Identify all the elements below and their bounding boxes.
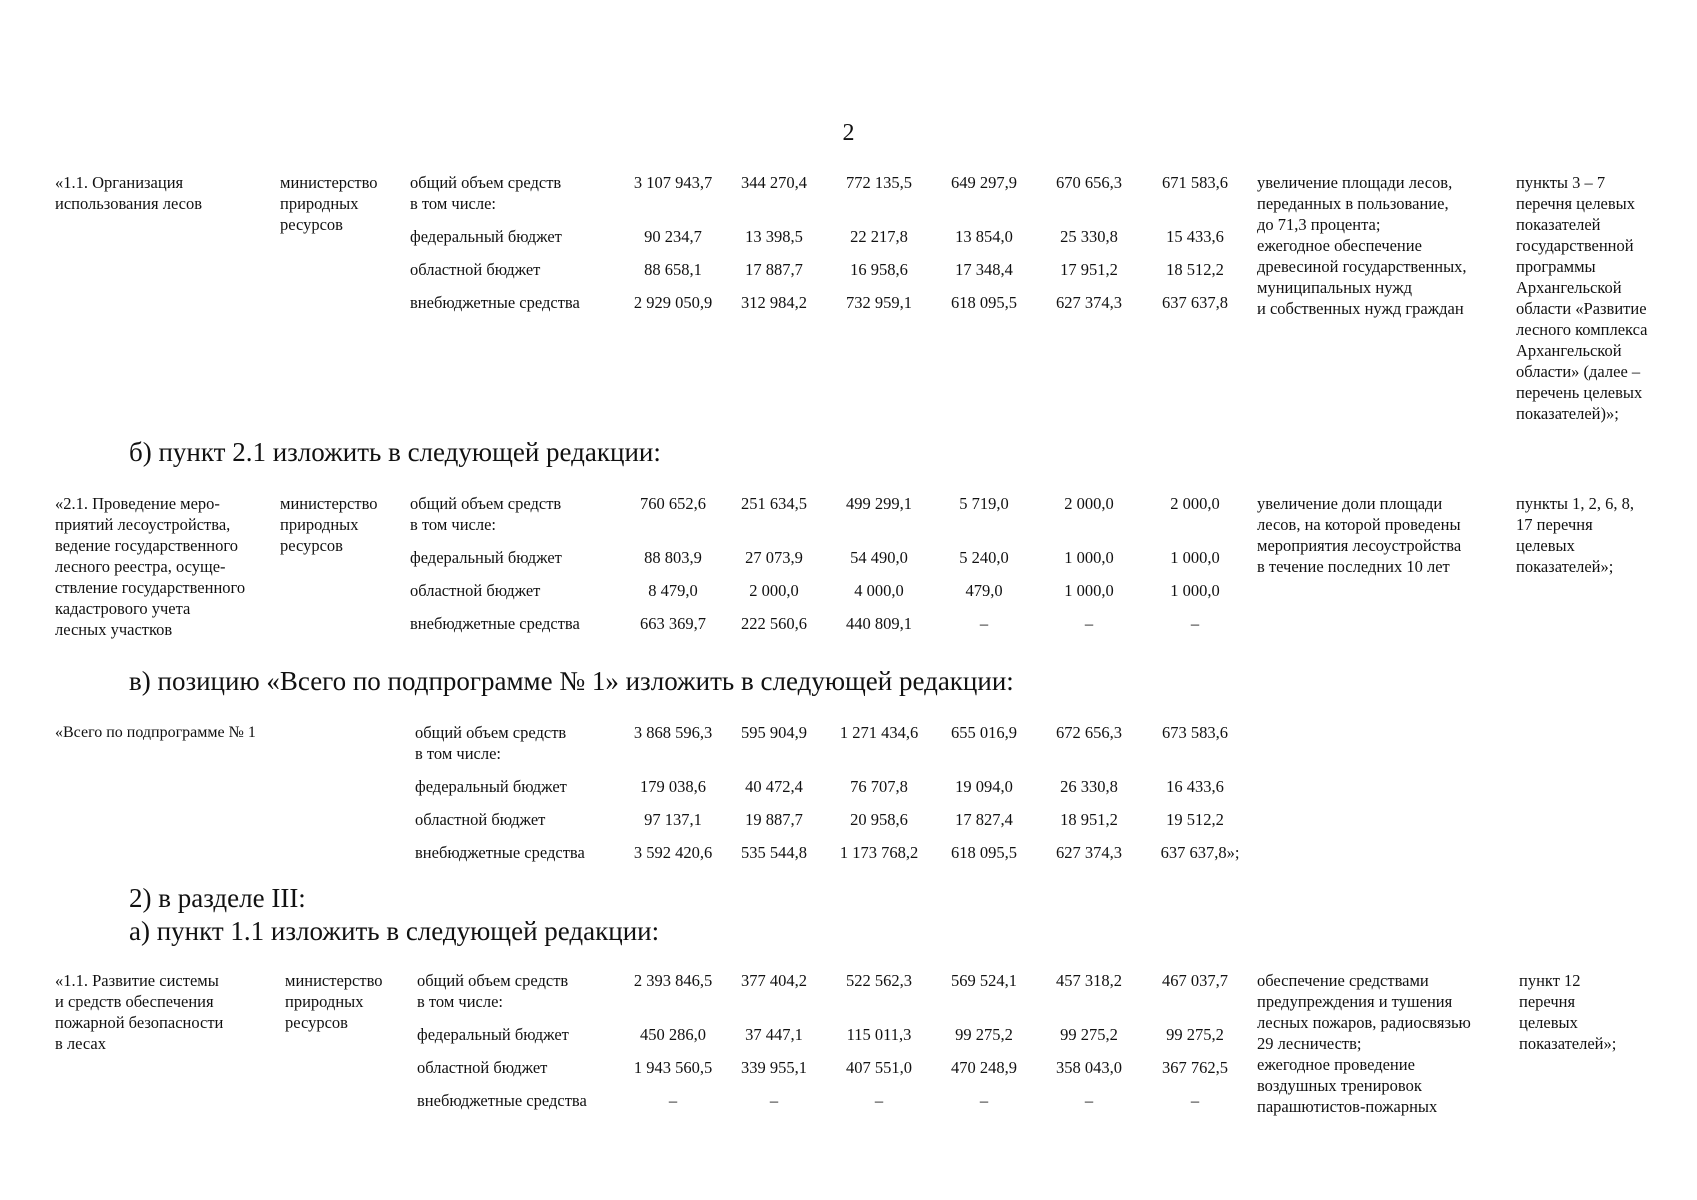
value: 99 275,2 <box>1166 1025 1224 1044</box>
value: 673 583,6 <box>1162 723 1228 742</box>
value: 16 958,6 <box>850 260 908 279</box>
value: 2 000,0 <box>1064 494 1114 513</box>
value: 90 234,7 <box>644 227 702 246</box>
row-label: федеральный бюджет <box>410 548 562 567</box>
row-label: общий объем средств в том числе: <box>417 971 569 1011</box>
expected-result: обеспечение средствами предупреждения и тушения лесных пожаров, радиосвязью 29 лесничеств; ежегодное проведение воздушных тренировок парашютистов-пожарных <box>1257 971 1471 1116</box>
value: 19 512,2 <box>1166 810 1224 829</box>
value: 3 107 943,7 <box>633 173 713 192</box>
executor: министерство природных ресурсов <box>285 971 383 1032</box>
value: 22 217,8 <box>850 227 908 246</box>
executor: министерство природных ресурсов <box>280 173 378 234</box>
value: 115 011,3 <box>846 1025 912 1044</box>
value: 99 275,2 <box>1060 1025 1118 1044</box>
value: 760 652,6 <box>640 494 706 513</box>
value: 367 762,5 <box>1162 1058 1228 1077</box>
value: 179 038,6 <box>640 777 706 796</box>
row-label: внебюджетные средства <box>417 1091 587 1110</box>
value: 772 135,5 <box>846 173 912 192</box>
value: 535 544,8 <box>741 843 807 862</box>
row-label: федеральный бюджет <box>410 227 562 246</box>
row-label: общий объем средств в том числе: <box>410 494 562 534</box>
value: 8 479,0 <box>648 581 698 600</box>
value: 344 270,4 <box>741 173 807 192</box>
value: 18 951,2 <box>1060 810 1118 829</box>
value: 13 398,5 <box>745 227 803 246</box>
value: 1 943 560,5 <box>633 1058 713 1077</box>
value: 25 330,8 <box>1060 227 1118 246</box>
heading-a: а) пункт 1.1 изложить в следующей редакции: <box>129 916 660 946</box>
executor: министерство природных ресурсов <box>280 494 378 555</box>
value: 649 297,9 <box>951 173 1017 192</box>
value: 499 299,1 <box>846 494 912 513</box>
value: 26 330,8 <box>1060 777 1118 796</box>
value: 15 433,6 <box>1166 227 1224 246</box>
value: 440 809,1 <box>846 614 912 633</box>
value: 222 560,6 <box>741 614 807 633</box>
value: 251 634,5 <box>741 494 807 513</box>
value: 672 656,3 <box>1056 723 1122 742</box>
heading-b: б) пункт 2.1 изложить в следующей редакции: <box>129 437 661 467</box>
value: 1 000,0 <box>1170 581 1220 600</box>
target-indicators: пункт 12 перечня целевых показателей»; <box>1519 971 1617 1053</box>
value: 2 393 846,5 <box>633 971 713 990</box>
value: 637 637,8 <box>1162 293 1228 312</box>
value: 663 369,7 <box>640 614 706 633</box>
value: 470 248,9 <box>951 1058 1017 1077</box>
value: 732 959,1 <box>846 293 912 312</box>
target-indicators: пункты 3 – 7 перечня целевых показателей государственной программы Архангельской области «Развитие лесного комплекса Архангельской области» (далее – перечень целевых показателей)»; <box>1516 173 1648 423</box>
value: 3 592 420,6 <box>633 843 713 862</box>
value: 17 951,2 <box>1060 260 1118 279</box>
value: – <box>979 614 989 633</box>
value: 88 658,1 <box>644 260 702 279</box>
target-indicators: пункты 1, 2, 6, 8, 17 перечня целевых показателей»; <box>1516 494 1635 576</box>
row-label: общий объем средств в том числе: <box>415 723 567 763</box>
row-label: областной бюджет <box>410 260 541 279</box>
value: 97 137,1 <box>644 810 702 829</box>
value: 17 348,4 <box>955 260 1013 279</box>
value: 5 719,0 <box>959 494 1009 513</box>
value: 17 827,4 <box>955 810 1013 829</box>
row-label: федеральный бюджет <box>415 777 567 796</box>
value: – <box>1190 1091 1200 1110</box>
row-label: федеральный бюджет <box>417 1025 569 1044</box>
value: – <box>1084 1091 1094 1110</box>
measure-name: «1.1. Развитие системы и средств обеспечения пожарной безопасности в лесах <box>55 971 224 1053</box>
row-label: внебюджетные средства <box>410 614 580 633</box>
value: 618 095,5 <box>951 843 1017 862</box>
value: 627 374,3 <box>1056 843 1122 862</box>
value: 17 887,7 <box>745 260 803 279</box>
value: 312 984,2 <box>741 293 807 312</box>
value: 479,0 <box>965 581 1003 600</box>
value: 88 803,9 <box>644 548 702 567</box>
row-label: областной бюджет <box>410 581 541 600</box>
value: 2 929 050,9 <box>633 293 713 312</box>
row-label: внебюджетные средства <box>415 843 585 862</box>
page-number: 2 <box>842 120 855 146</box>
value: 569 524,1 <box>951 971 1017 990</box>
value: 407 551,0 <box>846 1058 912 1077</box>
value: 1 173 768,2 <box>839 843 919 862</box>
value: 2 000,0 <box>1170 494 1220 513</box>
value: 595 904,9 <box>741 723 807 742</box>
value: 76 707,8 <box>850 777 908 796</box>
value: 670 656,3 <box>1056 173 1122 192</box>
value: 467 037,7 <box>1162 971 1228 990</box>
expected-result: увеличение доли площади лесов, на которой проведены мероприятия лесоустройства в течение последних 10 лет <box>1257 494 1462 576</box>
measure-name: «1.1. Организация использования лесов <box>55 173 203 213</box>
value: 5 240,0 <box>959 548 1009 567</box>
value: 4 000,0 <box>854 581 904 600</box>
row-label: областной бюджет <box>415 810 546 829</box>
value: – <box>1190 614 1200 633</box>
value: 37 447,1 <box>745 1025 803 1044</box>
value: 618 095,5 <box>951 293 1017 312</box>
value: 40 472,4 <box>745 777 803 796</box>
value: 1 271 434,6 <box>839 723 919 742</box>
row-label: общий объем средств в том числе: <box>410 173 562 213</box>
value: 18 512,2 <box>1166 260 1224 279</box>
row-label: областной бюджет <box>417 1058 548 1077</box>
heading-section: 2) в разделе III: <box>129 883 306 913</box>
expected-result: увеличение площади лесов, переданных в пользование, до 71,3 процента; ежегодное обеспечение древесиной государственных, муниципальных нужд и собственных нужд граждан <box>1257 173 1467 318</box>
value: 54 490,0 <box>850 548 908 567</box>
value: 377 404,2 <box>741 971 807 990</box>
value: 339 955,1 <box>741 1058 807 1077</box>
value: 358 043,0 <box>1056 1058 1122 1077</box>
value: 655 016,9 <box>951 723 1017 742</box>
value: 20 958,6 <box>850 810 908 829</box>
value: 1 000,0 <box>1170 548 1220 567</box>
value: – <box>668 1091 678 1110</box>
value: 1 000,0 <box>1064 548 1114 567</box>
value: 522 562,3 <box>846 971 912 990</box>
measure-name: «Всего по подпрограмме № 1 <box>55 724 256 741</box>
value: 27 073,9 <box>745 548 803 567</box>
value: 13 854,0 <box>955 227 1013 246</box>
value: 627 374,3 <box>1056 293 1122 312</box>
value: 19 887,7 <box>745 810 803 829</box>
value: – <box>1084 614 1094 633</box>
value: – <box>979 1091 989 1110</box>
value: 99 275,2 <box>955 1025 1013 1044</box>
heading-v: в) позицию «Всего по подпрограмме № 1» изложить в следующей редакции: <box>129 666 1014 696</box>
value: 637 637,8»; <box>1160 843 1240 862</box>
value: 16 433,6 <box>1166 777 1224 796</box>
value: – <box>874 1091 884 1110</box>
value: – <box>769 1091 779 1110</box>
row-label: внебюджетные средства <box>410 293 580 312</box>
value: 19 094,0 <box>955 777 1013 796</box>
value: 1 000,0 <box>1064 581 1114 600</box>
value: 671 583,6 <box>1162 173 1228 192</box>
value: 457 318,2 <box>1056 971 1122 990</box>
value: 450 286,0 <box>640 1025 706 1044</box>
value: 3 868 596,3 <box>633 723 713 742</box>
measure-name: «2.1. Проведение меро- приятий лесоустройства, ведение государственного лесного реестра, осуще- ствление государственного кадастрового учета лесных участков <box>55 494 246 639</box>
value: 2 000,0 <box>749 581 799 600</box>
